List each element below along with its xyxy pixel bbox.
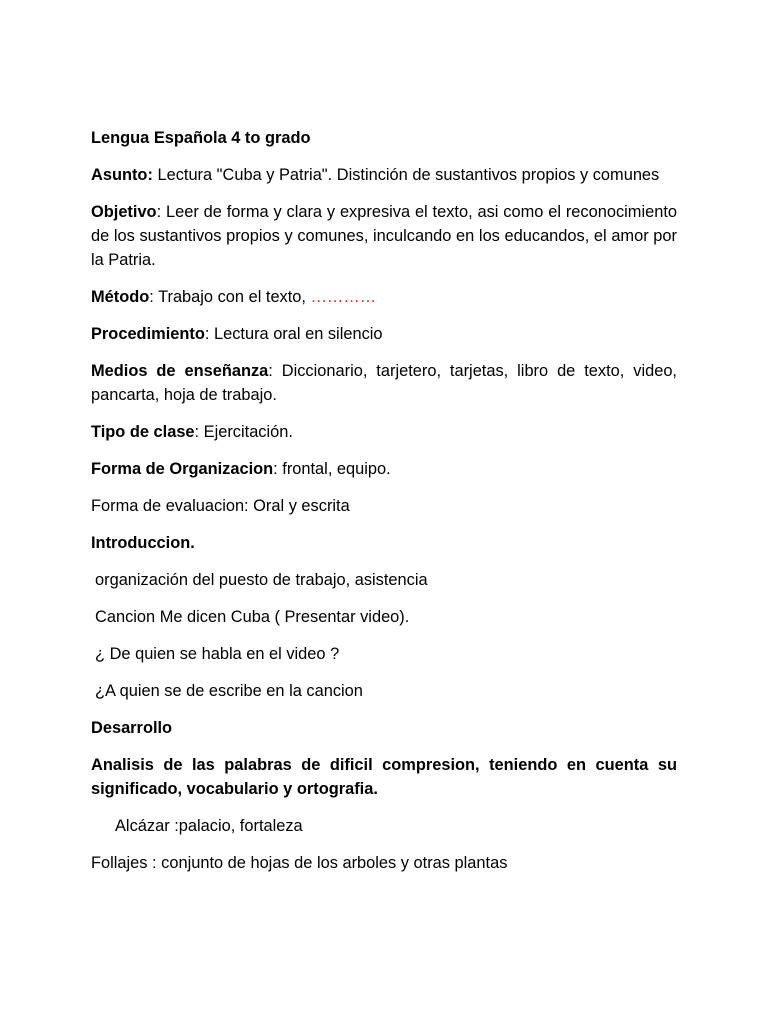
forma-evaluacion-paragraph: Forma de evaluacion: Oral y escrita [91, 497, 350, 515]
tipo-clase-paragraph [91, 420, 677, 444]
forma-organizacion-text: : frontal, equipo. [273, 460, 391, 478]
metodo-text: : Trabajo con el texto, [149, 288, 311, 306]
asunto-text: Lectura "Cuba y Patria". Distinción de sustantivos propios y comunes [152, 166, 660, 184]
tipo-clase-text: : Ejercitación. [194, 423, 293, 441]
forma-organizacion-paragraph [91, 457, 677, 481]
procedimiento-paragraph [91, 322, 677, 346]
vocab-item: Alcázar :palacio, fortaleza [115, 817, 303, 835]
procedimiento-text: : Lectura oral en silencio [204, 325, 383, 343]
asunto-label: Asunto: [91, 166, 153, 184]
desarrollo-heading: Desarrollo [91, 719, 173, 737]
forma-organizacion-label: Forma de Organizacion [91, 460, 274, 478]
objetivo-text: : Leer de forma y clara y expresiva el texto, asi como el reconocimiento de los sustantivos propios y comunes, inculcando en los educandos, el amor por la Patria. [91, 203, 677, 269]
intro-line: ¿A quien se de escribe en la cancion [95, 682, 363, 700]
vocab-item: Follajes : conjunto de hojas de los arboles y otras plantas [91, 854, 508, 872]
analisis-paragraph: Analisis de las palabras de dificil compresion, teniendo en cuenta su significado, vocabulario y ortografia. [91, 756, 677, 798]
objetivo-paragraph [91, 200, 677, 272]
procedimiento-label: Procedimiento [91, 325, 205, 343]
asunto-paragraph [91, 163, 677, 187]
medios-paragraph [91, 359, 677, 407]
medios-text: : Diccionario, tarjetero, tarjetas, libro de texto, video, pancarta, hoja de trabajo. [91, 362, 677, 404]
metodo-placeholder-dots: ………… [310, 288, 377, 306]
tipo-clase-label: Tipo de clase [91, 423, 195, 441]
intro-line: organización del puesto de trabajo, asistencia [95, 571, 428, 589]
intro-line: ¿ De quien se habla en el video ? [95, 645, 340, 663]
medios-label: Medios de enseñanza [91, 362, 269, 380]
intro-line: Cancion Me dicen Cuba ( Presentar video). [95, 608, 410, 626]
objetivo-label: Objetivo [91, 203, 157, 221]
metodo-label: Método [91, 288, 150, 306]
introduccion-heading: Introduccion. [91, 534, 195, 552]
document-title: Lengua Española 4 to grado [91, 129, 311, 147]
document-page [91, 126, 677, 888]
metodo-paragraph [91, 285, 677, 309]
